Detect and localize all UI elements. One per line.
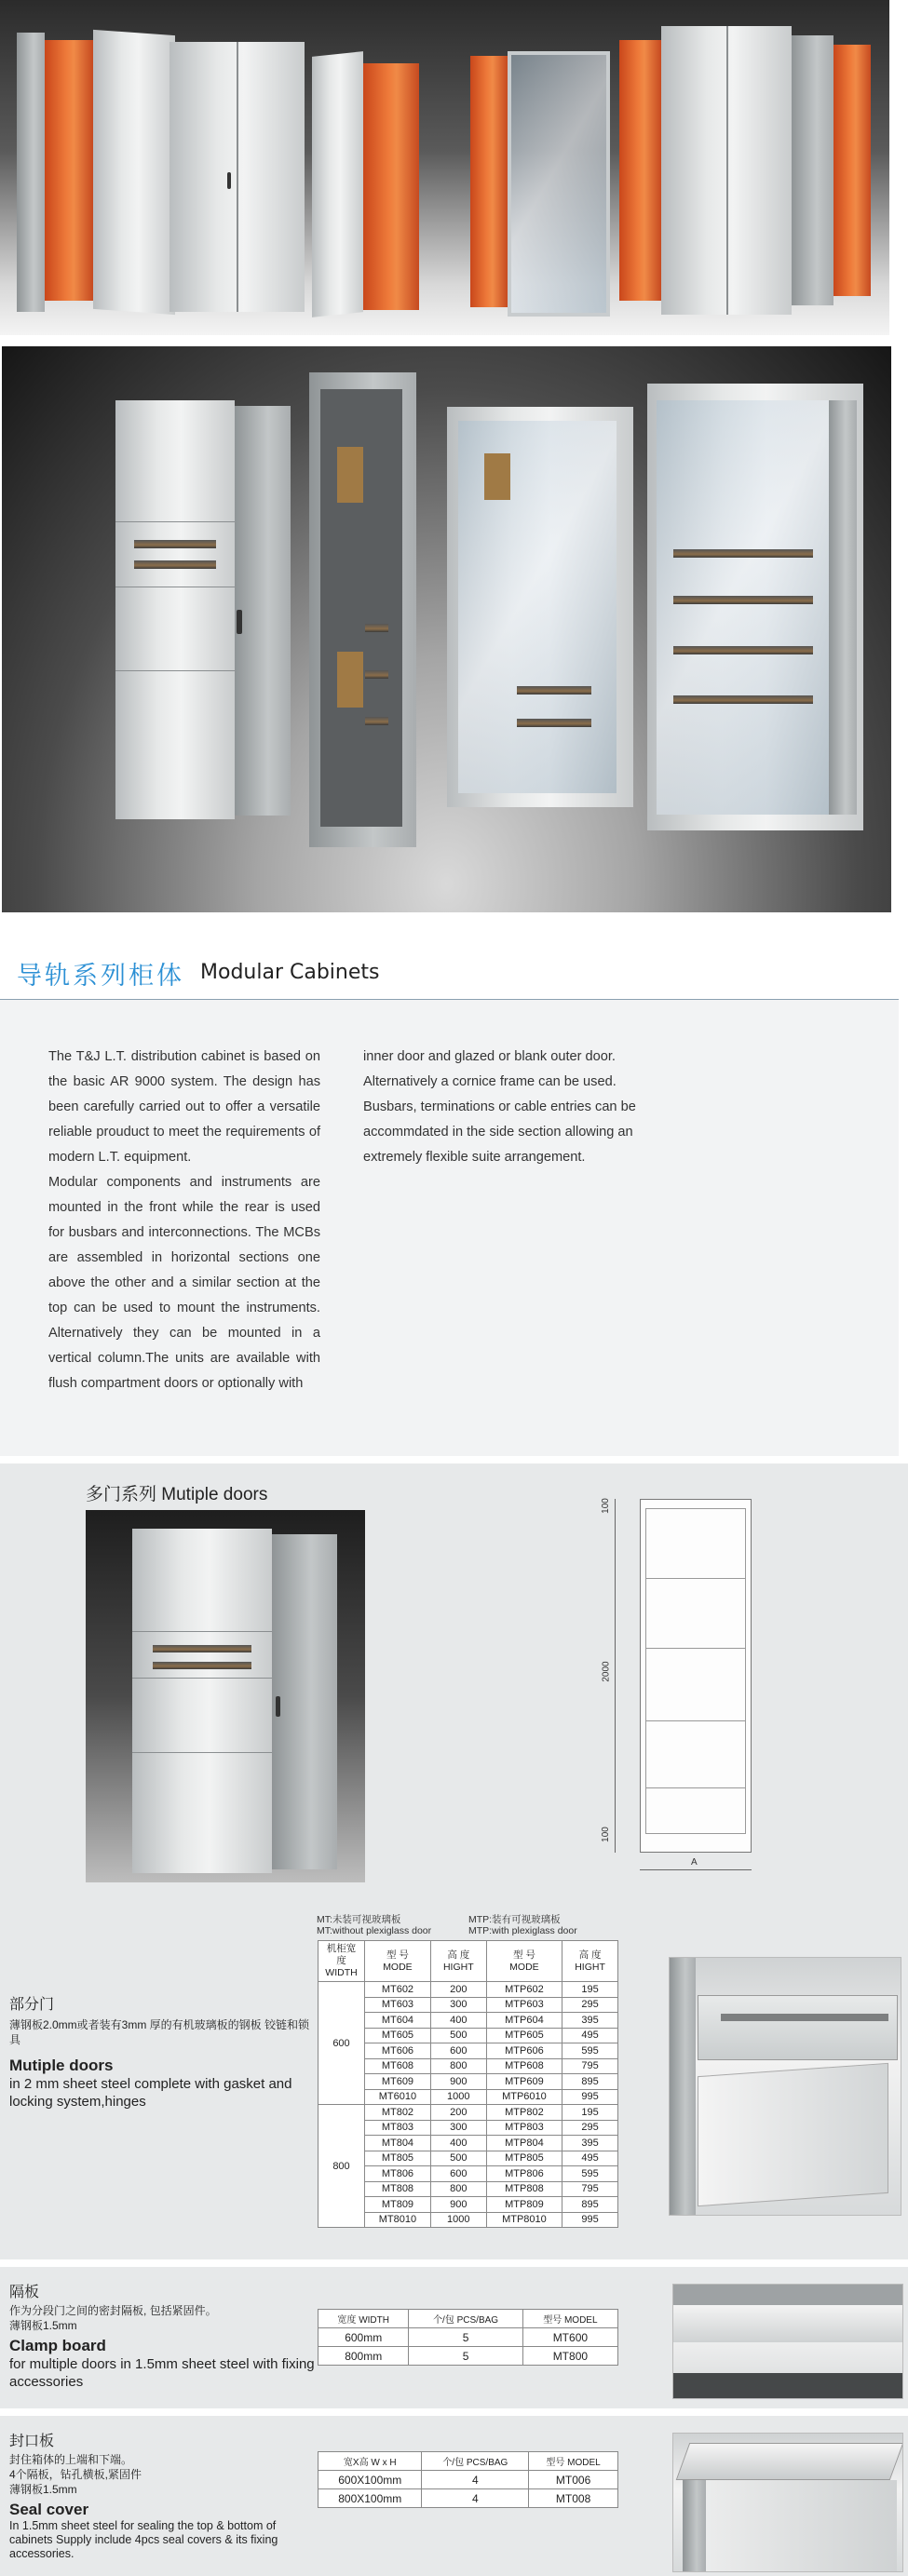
cabinet-suite-orange (619, 26, 875, 315)
cell-hight-mt: 800 (430, 2181, 486, 2197)
cell-width: 800 (318, 2105, 365, 2228)
cell-hight-mtp: 895 (562, 2074, 618, 2090)
table-header-row (318, 2310, 618, 2328)
clamp-header-width: 宽度 WIDTH (318, 2310, 409, 2328)
dim-height: 2000 (601, 1661, 612, 1682)
cell-mode-mtp: MTP8010 (486, 2212, 562, 2228)
desc-en-title: Mutiple doors (9, 2057, 114, 2074)
drawing-section-line (645, 1648, 746, 1649)
cabinet-open-orange-1 (17, 33, 175, 312)
header-hight-mt: 高 度 HIGHT (430, 1941, 486, 1982)
seal-en-text: In 1.5mm sheet steel for sealing the top & bottom of cabinets Supply include 4pcs seal covers & its fixing accessories. (9, 2519, 278, 2560)
seal-header-pcs: 个/包 PCS/BAG (422, 2452, 529, 2471)
clamp-header-pcs: 个/包 PCS/BAG (409, 2310, 522, 2328)
cell-hight-mt: 200 (430, 1982, 486, 1998)
seal-cover-table (318, 2451, 618, 2508)
seal-cell-model: MT006 (529, 2471, 618, 2489)
header-mode-mtp: 型 号 MODE (486, 1941, 562, 1982)
seal-header-model: 型号 MODEL (529, 2452, 618, 2471)
seal-cell-size: 600X100mm (318, 2471, 422, 2489)
cell-hight-mtp: 795 (562, 2181, 618, 2197)
cell-hight-mt: 300 (430, 1997, 486, 2013)
clamp-cell-model: MT600 (522, 2328, 617, 2347)
technical-drawing (577, 1480, 778, 1899)
cell-mode-mtp: MTP802 (486, 2105, 562, 2121)
seal-cn-line2: 4个隔板，钻孔横板,紧固件 (9, 2468, 142, 2481)
multiple-doors-title: 多门系列 Mutiple doors (86, 1485, 268, 1504)
cabinet-open-frame (309, 372, 416, 847)
note-mtp-en: MTP:with plexiglass door (468, 1925, 577, 1936)
table-row (318, 1982, 618, 1998)
cell-hight-mtp: 195 (562, 2105, 618, 2121)
table-row (318, 2489, 618, 2508)
multiple-doors-detail-photo (669, 1957, 901, 2216)
cell-mode-mtp: MTP602 (486, 1982, 562, 1998)
intro-text-block (0, 1000, 899, 1456)
mt-notes (317, 1914, 431, 1936)
cell-hight-mt: 500 (430, 2151, 486, 2166)
cell-hight-mtp: 195 (562, 1982, 618, 1998)
table-row (318, 2347, 618, 2366)
cell-mode-mtp: MTP606 (486, 2043, 562, 2059)
desc-cn-text: 薄钢板2.0mm或者装有3mm 厚的有机玻璃板的钢板 铰链和锁具 (9, 2018, 310, 2046)
intro-paragraph-3: inner door and glazed or blank outer door. Alternatively a cornice frame can be used. Busbars, terminations or cable entries can be accommdated in the side section allowing an extremely flexible suite arrangement. (363, 1049, 636, 1165)
cell-mode-mtp: MTP809 (486, 2197, 562, 2213)
seal-cn-title: 封口板 (9, 2434, 55, 2449)
seal-cell-size: 800X100mm (318, 2489, 422, 2508)
header-width: 机柜宽度 WIDTH (318, 1941, 365, 1982)
intro-column-1 (48, 1045, 320, 1396)
cell-hight-mt: 900 (430, 2197, 486, 2213)
cell-mode-mt: MT808 (365, 2181, 431, 2197)
note-mtp-cn: MTP:装有可视玻璃板 (468, 1914, 561, 1925)
cabinet-frame-glass (470, 51, 610, 317)
cell-mode-mt: MT809 (365, 2197, 431, 2213)
cell-mode-mtp: MTP608 (486, 2058, 562, 2074)
cell-hight-mtp: 995 (562, 2212, 618, 2228)
seal-cover-desc (9, 2429, 317, 2561)
doors-spec-body (318, 1982, 618, 2228)
cell-hight-mtp: 595 (562, 2166, 618, 2182)
cell-mode-mtp: MTP609 (486, 2074, 562, 2090)
cell-mode-mtp: MTP805 (486, 2151, 562, 2166)
seal-en-title: Seal cover (9, 2501, 89, 2518)
cabinet-modular-doors (115, 400, 291, 819)
cell-mode-mt: MT602 (365, 1982, 431, 1998)
doors-spec-table (318, 1940, 618, 2228)
table-row (318, 2328, 618, 2347)
desc-cn-title: 部分门 (9, 1997, 55, 2013)
clamp-cell-model: MT800 (522, 2347, 617, 2366)
cell-hight-mt: 600 (430, 2166, 486, 2182)
cell-hight-mt: 400 (430, 2013, 486, 2029)
clamp-cn-line1: 作为分段门之间的密封隔板, 包括紧固件。 (9, 2304, 217, 2317)
drawing-inner (645, 1508, 746, 1834)
cell-mode-mtp: MTP804 (486, 2136, 562, 2151)
heading-en: Modular Cabinets (200, 961, 380, 984)
cell-mode-mt: MT605 (365, 2028, 431, 2043)
cell-hight-mt: 200 (430, 2105, 486, 2121)
cabinet-open-orange-2 (312, 54, 424, 315)
cell-hight-mtp: 495 (562, 2028, 618, 2043)
cell-mode-mtp: MTP6010 (486, 2089, 562, 2105)
cell-mode-mtp: MTP604 (486, 2013, 562, 2029)
section-heading (0, 948, 899, 1000)
dim-bottom: 100 (600, 1827, 611, 1842)
cell-mode-mt: MT804 (365, 2136, 431, 2151)
clamp-cn-line2: 薄钢板1.5mm (9, 2319, 77, 2332)
table-header-row (318, 2452, 618, 2471)
clamp-cn-title: 隔板 (9, 2285, 40, 2300)
cell-mode-mt: MT806 (365, 2166, 431, 2182)
cell-mode-mt: MT803 (365, 2120, 431, 2136)
dim-top: 100 (600, 1498, 611, 1514)
drawing-section-line (645, 1720, 746, 1721)
seal-cn-line3: 薄钢板1.5mm (9, 2483, 77, 2496)
cell-mode-mt: MT608 (365, 2058, 431, 2074)
clamp-cell-pcs: 5 (409, 2328, 522, 2347)
cell-mode-mtp: MTP605 (486, 2028, 562, 2043)
seal-cell-pcs: 4 (422, 2471, 529, 2489)
seal-cover-photo (672, 2433, 903, 2572)
cell-mode-mt: MT609 (365, 2074, 431, 2090)
desc-en-text: in 2 mm sheet steel complete with gasket and locking system,hinges (9, 2076, 292, 2110)
clamp-header-model: 型号 MODEL (522, 2310, 617, 2328)
cell-hight-mtp: 995 (562, 2089, 618, 2105)
cell-hight-mtp: 595 (562, 2043, 618, 2059)
cell-hight-mt: 300 (430, 2120, 486, 2136)
multiple-doors-desc (9, 1992, 317, 2111)
note-mt-cn: MT:未装可视玻璃板 (317, 1914, 401, 1925)
cell-hight-mt: 800 (430, 2058, 486, 2074)
cell-hight-mtp: 395 (562, 2013, 618, 2029)
cell-hight-mtp: 495 (562, 2151, 618, 2166)
clamp-cell-pcs: 5 (409, 2347, 522, 2366)
drawing-section-line (645, 1578, 746, 1579)
cell-mode-mt: MT802 (365, 2105, 431, 2121)
clamp-cell-width: 800mm (318, 2347, 409, 2366)
intro-paragraph-1: The T&J L.T. distribution cabinet is based on the basic AR 9000 system. The design has been carefully carried out to offer a versatile reliable prouduct to meet the requirements of modern L.T. equipment. (48, 1049, 320, 1165)
cell-mode-mtp: MTP603 (486, 1997, 562, 2013)
cabinet-double-door (169, 42, 305, 312)
modular-cabinets-photo (2, 346, 891, 912)
seal-cn-line1: 封住箱体的上端和下端。 (9, 2453, 133, 2466)
cell-mode-mtp: MTP803 (486, 2120, 562, 2136)
seal-cell-model: MT008 (529, 2489, 618, 2508)
heading-cn: 导轨系列柜体 (17, 962, 184, 990)
mtp-notes (468, 1914, 577, 1936)
cell-mode-mt: MT606 (365, 2043, 431, 2059)
cell-hight-mtp: 395 (562, 2136, 618, 2151)
cell-width: 600 (318, 1982, 365, 2105)
cell-hight-mtp: 295 (562, 2120, 618, 2136)
multiple-doors-section (0, 1463, 908, 2259)
drawing-section-line (645, 1787, 746, 1788)
table-row (318, 2105, 618, 2121)
clamp-board-table (318, 2309, 618, 2366)
cabinet-glass-frame (447, 407, 633, 807)
multiple-doors-photo (86, 1510, 365, 1882)
cell-mode-mt: MT8010 (365, 2212, 431, 2228)
cell-hight-mt: 1000 (430, 2212, 486, 2228)
cell-hight-mt: 500 (430, 2028, 486, 2043)
seal-cell-pcs: 4 (422, 2489, 529, 2508)
clamp-en-title: Clamp board (9, 2337, 106, 2354)
header-hight-mtp: 高 度 HIGHT (562, 1941, 618, 1982)
clamp-board-desc (9, 2280, 317, 2391)
hero-photo-cabinets (0, 0, 889, 335)
cell-mode-mt: MT604 (365, 2013, 431, 2029)
dim-width: A (691, 1857, 698, 1868)
table-row (318, 2471, 618, 2489)
cell-hight-mtp: 895 (562, 2197, 618, 2213)
cell-hight-mt: 600 (430, 2043, 486, 2059)
seal-cover-section (0, 2416, 908, 2576)
cell-mode-mt: MT805 (365, 2151, 431, 2166)
clamp-cell-width: 600mm (318, 2328, 409, 2347)
note-mt-en: MT:without plexiglass door (317, 1925, 432, 1936)
cabinet-multi-door (132, 1529, 337, 1873)
cell-mode-mt: MT603 (365, 1997, 431, 2013)
cell-hight-mt: 1000 (430, 2089, 486, 2105)
cell-hight-mtp: 295 (562, 1997, 618, 2013)
cell-mode-mtp: MTP808 (486, 2181, 562, 2197)
intro-paragraph-2: Modular components and instruments are mounted in the front while the rear is used for busbars and interconnections. The MCBs are assembled in horizontal sections one above the other and a similar section at the top can be used to mount the instruments. Alternatively they can be mounted in a vertical column.The units are available with flush compartment doors or optionally with (48, 1175, 320, 1391)
cell-hight-mtp: 795 (562, 2058, 618, 2074)
cabinet-glazed-outer-door (647, 384, 863, 830)
clamp-board-photo (672, 2284, 903, 2399)
cell-hight-mt: 400 (430, 2136, 486, 2151)
cell-hight-mt: 900 (430, 2074, 486, 2090)
table-header-row (318, 1941, 618, 1982)
intro-column-2 (363, 1045, 643, 1170)
cell-mode-mt: MT6010 (365, 2089, 431, 2105)
header-mode-mt: 型 号 MODE (365, 1941, 431, 1982)
seal-header-size: 宽X高 W x H (318, 2452, 422, 2471)
cell-mode-mtp: MTP806 (486, 2166, 562, 2182)
clamp-board-section (0, 2267, 908, 2408)
clamp-en-text: for multiple doors in 1.5mm sheet steel with fixing accessories (9, 2356, 315, 2390)
